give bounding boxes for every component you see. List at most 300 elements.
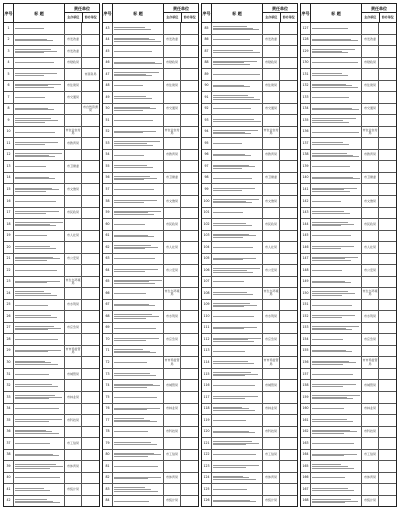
title-lines — [15, 384, 63, 388]
row-number: 139 — [301, 161, 311, 172]
row-lead-unit — [164, 81, 181, 92]
text-line — [213, 501, 256, 502]
text-line — [15, 468, 50, 469]
lead-unit-text: 市卫健委 — [66, 163, 79, 168]
title-lines — [312, 395, 360, 400]
row-title — [212, 184, 263, 195]
text-line — [312, 282, 351, 283]
table-header — [103, 4, 198, 23]
text-line — [114, 258, 155, 259]
title-lines — [114, 487, 162, 492]
row-lead-unit — [65, 242, 82, 253]
text-line — [213, 467, 246, 468]
table-row — [103, 184, 198, 196]
row-title — [212, 138, 263, 149]
table-row — [103, 35, 198, 47]
table-row — [4, 404, 99, 416]
text-line — [15, 87, 54, 88]
row-co-unit — [82, 369, 99, 380]
table-row — [4, 484, 99, 496]
title-lines — [15, 211, 63, 215]
row-number: 25 — [4, 300, 14, 311]
text-line — [312, 421, 353, 422]
row-number: 51 — [103, 115, 113, 126]
row-number: 7 — [4, 92, 14, 103]
table-row — [202, 242, 297, 254]
row-number: 119 — [202, 415, 212, 426]
title-lines — [213, 315, 261, 317]
table-row — [4, 35, 99, 47]
row-number: 105 — [202, 254, 212, 265]
row-title — [113, 115, 164, 126]
table-row — [202, 323, 297, 335]
row-lead-unit — [65, 461, 82, 472]
row-title — [113, 277, 164, 288]
table-row — [4, 173, 99, 185]
row-co-unit — [82, 311, 99, 322]
row-title — [212, 300, 263, 311]
lead-unit-text: 市生态环境局 — [65, 277, 81, 285]
row-title — [113, 46, 164, 57]
row-number: 21 — [4, 254, 14, 265]
title-lines — [15, 395, 63, 400]
row-title — [113, 438, 164, 449]
table-row — [301, 69, 396, 81]
row-number: 160 — [301, 404, 311, 415]
table-row — [4, 277, 99, 289]
row-lead-unit — [164, 473, 181, 484]
row-number: 53 — [103, 138, 113, 149]
row-co-unit — [82, 46, 99, 57]
row-lead-unit — [164, 150, 181, 161]
lead-unit-text: 市统计局 — [363, 498, 376, 503]
lead-unit-text: 市文旅局 — [165, 198, 178, 203]
row-lead-unit — [362, 277, 379, 288]
row-lead-unit — [263, 404, 280, 415]
row-title — [113, 265, 164, 276]
row-lead-unit — [362, 334, 379, 345]
row-number: 120 — [202, 427, 212, 438]
row-number: 52 — [103, 127, 113, 138]
text-line — [114, 375, 156, 376]
text-line — [15, 305, 48, 306]
title-lines — [213, 257, 261, 261]
text-line — [114, 85, 143, 86]
row-lead-unit — [65, 231, 82, 242]
row-number: 88 — [202, 58, 212, 69]
header-title: 标 题 — [113, 4, 164, 22]
row-co-unit — [82, 127, 99, 138]
title-lines — [114, 154, 162, 156]
row-title — [14, 438, 65, 449]
title-lines — [114, 199, 162, 203]
row-co-unit — [181, 369, 198, 380]
row-title — [212, 242, 263, 253]
row-co-unit — [379, 58, 396, 69]
row-number: 74 — [103, 380, 113, 391]
text-line — [114, 271, 145, 272]
row-co-unit — [280, 173, 297, 184]
table-row — [301, 369, 396, 381]
row-lead-unit — [164, 380, 181, 391]
table-row — [103, 415, 198, 427]
table-row — [202, 104, 297, 116]
title-lines — [213, 454, 261, 456]
text-line — [213, 121, 261, 122]
table-row — [4, 46, 99, 58]
text-line — [213, 74, 260, 75]
row-co-unit — [181, 265, 198, 276]
title-lines — [312, 27, 360, 29]
row-number: 130 — [301, 58, 311, 69]
row-co-unit — [82, 219, 99, 230]
row-co-unit — [280, 184, 297, 195]
table-row — [4, 450, 99, 462]
lead-unit-text: 市交通局 — [66, 94, 79, 99]
row-lead-unit — [263, 92, 280, 103]
title-lines — [114, 396, 162, 398]
row-lead-unit — [65, 392, 82, 403]
lead-unit-text: 市教育局 — [165, 152, 178, 157]
text-line — [114, 236, 154, 237]
title-lines — [213, 212, 261, 214]
header-title: 标 题 — [311, 4, 362, 22]
text-line — [213, 237, 243, 238]
text-line — [114, 167, 153, 168]
table-row — [202, 427, 297, 439]
title-lines — [15, 131, 63, 133]
row-number: 151 — [301, 300, 311, 311]
table-row — [202, 150, 297, 162]
row-title — [212, 173, 263, 184]
title-lines — [312, 291, 360, 296]
row-lead-unit — [362, 58, 379, 69]
row-lead-unit — [164, 138, 181, 149]
row-co-unit — [280, 150, 297, 161]
table-row — [202, 496, 297, 507]
table-row — [301, 404, 396, 416]
row-co-unit — [181, 184, 198, 195]
row-title — [113, 231, 164, 242]
row-title — [212, 115, 263, 126]
row-number: 68 — [103, 311, 113, 322]
row-co-unit — [82, 265, 99, 276]
header-units-sub — [65, 13, 99, 22]
row-lead-unit — [263, 81, 280, 92]
title-lines — [15, 62, 63, 64]
title-lines — [213, 372, 261, 377]
text-line — [15, 364, 58, 365]
row-co-unit — [379, 242, 396, 253]
row-lead-unit — [65, 254, 82, 265]
row-co-unit — [82, 404, 99, 415]
title-lines — [312, 152, 360, 157]
table-row — [4, 127, 99, 139]
row-title — [14, 127, 65, 138]
row-lead-unit — [65, 23, 82, 34]
text-line — [114, 431, 148, 432]
row-co-unit — [82, 473, 99, 484]
lead-unit-text: 市体育局 — [66, 463, 79, 468]
table-row — [103, 254, 198, 266]
title-lines — [312, 339, 360, 341]
row-number: 108 — [202, 288, 212, 299]
table-row — [103, 173, 198, 185]
row-title — [113, 427, 164, 438]
row-title — [113, 288, 164, 299]
table-row — [103, 357, 198, 369]
row-title — [212, 254, 263, 265]
row-number: 75 — [103, 392, 113, 403]
row-number: 124 — [202, 473, 212, 484]
title-lines — [15, 96, 63, 98]
header-units — [164, 4, 198, 22]
title-lines — [213, 222, 261, 226]
row-number: 138 — [301, 150, 311, 161]
text-line — [213, 202, 252, 203]
row-co-unit: 市商务局 — [84, 71, 97, 76]
row-lead-unit — [362, 404, 379, 415]
text-line — [213, 363, 254, 364]
row-number: 40 — [4, 473, 14, 484]
lead-unit-text: 市城管局 — [165, 383, 178, 388]
row-co-unit — [82, 138, 99, 149]
row-co-unit — [280, 58, 297, 69]
row-lead-unit — [263, 369, 280, 380]
table-row — [4, 138, 99, 150]
title-lines — [312, 418, 360, 422]
row-lead-unit — [263, 334, 280, 345]
lead-unit-text: 市住建局 — [66, 83, 79, 88]
table-row — [301, 219, 396, 231]
row-number: 153 — [301, 323, 311, 334]
row-number: 145 — [301, 231, 311, 242]
row-number: 37 — [4, 438, 14, 449]
row-co-unit — [379, 46, 396, 57]
row-number: 132 — [301, 81, 311, 92]
row-title — [113, 392, 164, 403]
row-number: 113 — [202, 346, 212, 357]
row-co-unit — [280, 219, 297, 230]
text-line — [15, 144, 45, 145]
row-co-unit — [379, 254, 396, 265]
text-line — [312, 213, 350, 214]
row-lead-unit — [362, 92, 379, 103]
header-no: 序号 — [4, 4, 14, 22]
title-lines — [213, 419, 261, 421]
row-number: 47 — [103, 69, 113, 80]
row-number: 55 — [103, 161, 113, 172]
row-lead-unit — [65, 208, 82, 219]
row-lead-unit — [65, 496, 82, 507]
header-co: 协办单位 — [84, 15, 97, 19]
row-lead-unit — [263, 311, 280, 322]
row-lead-unit — [164, 461, 181, 472]
lead-unit-text: 市公安局 — [66, 256, 79, 261]
row-title — [212, 369, 263, 380]
text-line — [312, 156, 359, 157]
text-line — [213, 341, 254, 342]
title-lines — [213, 153, 261, 157]
table-row — [202, 127, 297, 139]
row-number: 99 — [202, 184, 212, 195]
row-number: 83 — [103, 484, 113, 495]
title-lines — [312, 429, 360, 434]
lead-unit-text: 市住建局 — [363, 83, 376, 88]
table-row — [103, 484, 198, 496]
row-lead-unit — [164, 311, 181, 322]
title-lines — [114, 210, 162, 215]
row-title — [14, 369, 65, 380]
row-number: 117 — [202, 392, 212, 403]
row-co-unit — [379, 496, 396, 507]
row-number: 70 — [103, 334, 113, 345]
row-co-unit — [379, 450, 396, 461]
text-line — [15, 260, 47, 261]
row-co-unit — [181, 496, 198, 507]
row-co-unit — [181, 35, 198, 46]
table-row — [4, 461, 99, 473]
row-title — [14, 300, 65, 311]
row-co-unit — [181, 277, 198, 288]
row-lead-unit — [164, 369, 181, 380]
row-number: 22 — [4, 265, 14, 276]
row-title — [212, 69, 263, 80]
text-line — [213, 479, 256, 480]
row-co-unit — [280, 484, 297, 495]
row-number: 61 — [103, 231, 113, 242]
text-line — [114, 456, 148, 457]
text-line — [213, 212, 243, 213]
row-co-unit — [82, 438, 99, 449]
row-number: 72 — [103, 357, 113, 368]
text-line — [15, 166, 46, 167]
row-lead-unit — [164, 496, 181, 507]
row-co-unit — [280, 161, 297, 172]
table-row — [301, 58, 396, 70]
row-lead-unit — [164, 219, 181, 230]
title-lines — [114, 303, 162, 307]
title-lines — [15, 280, 63, 284]
row-lead-unit — [65, 127, 82, 138]
row-co-unit — [181, 311, 198, 322]
row-title — [311, 81, 362, 92]
row-title — [212, 380, 263, 391]
row-title — [311, 173, 362, 184]
row-number: 4 — [4, 58, 14, 69]
table-row — [301, 380, 396, 392]
row-co-unit — [181, 92, 198, 103]
row-number: 141 — [301, 184, 311, 195]
row-number: 49 — [103, 92, 113, 103]
title-lines — [114, 442, 162, 446]
title-lines — [213, 188, 261, 192]
row-number: 156 — [301, 357, 311, 368]
header-lead: 主办单位 — [65, 13, 83, 22]
row-lead-unit — [65, 311, 82, 322]
table-row — [103, 473, 198, 485]
table-row — [301, 277, 396, 289]
row-title — [212, 265, 263, 276]
table-row — [103, 58, 198, 70]
row-lead-unit — [65, 438, 82, 449]
row-lead-unit — [362, 69, 379, 80]
lead-unit-text: 市林业局 — [264, 406, 277, 411]
row-co-unit — [379, 473, 396, 484]
row-title — [14, 496, 65, 507]
title-lines — [15, 349, 63, 353]
row-lead-unit — [164, 404, 181, 415]
lead-unit-text: 市城管局 — [363, 383, 376, 388]
title-lines — [15, 360, 63, 365]
row-number: 31 — [4, 369, 14, 380]
row-title — [212, 196, 263, 207]
row-title — [14, 184, 65, 195]
table-rows — [4, 23, 99, 506]
row-number: 23 — [4, 277, 14, 288]
table-rows — [103, 23, 198, 506]
text-line — [15, 477, 60, 478]
text-line — [213, 328, 244, 329]
lead-unit-text: 市体育局 — [363, 475, 376, 480]
row-title — [311, 242, 362, 253]
title-lines — [114, 407, 162, 411]
lead-unit-text: 市发改委 — [66, 37, 79, 42]
table-row — [202, 334, 297, 346]
row-co-unit — [379, 323, 396, 334]
row-lead-unit — [362, 311, 379, 322]
row-title — [14, 415, 65, 426]
text-line — [213, 155, 251, 156]
title-lines — [114, 61, 162, 65]
title-lines — [15, 166, 63, 168]
row-number: 35 — [4, 415, 14, 426]
row-title — [212, 427, 263, 438]
lead-unit-text: 市市场监管局 — [65, 346, 81, 355]
row-title — [311, 323, 362, 334]
text-line — [312, 295, 342, 296]
row-number: 84 — [103, 496, 113, 507]
header-units-sub — [164, 13, 198, 22]
table-row — [103, 346, 198, 358]
row-title — [113, 58, 164, 69]
text-line — [15, 408, 59, 409]
row-number: 36 — [4, 427, 14, 438]
row-co-unit — [82, 208, 99, 219]
table-row — [103, 242, 198, 254]
row-lead-unit — [65, 380, 82, 391]
row-lead-unit — [164, 346, 181, 357]
lead-unit-text: 市卫健委 — [363, 175, 376, 180]
row-title — [311, 357, 362, 368]
table-row — [4, 346, 99, 358]
row-lead-unit — [263, 415, 280, 426]
row-number: 32 — [4, 380, 14, 391]
lead-unit-text: 市工信局 — [165, 452, 178, 457]
title-lines — [213, 199, 261, 204]
row-number: 111 — [202, 323, 212, 334]
lead-unit-text: 市林业局 — [165, 406, 178, 411]
row-co-unit — [82, 242, 99, 253]
row-number: 79 — [103, 438, 113, 449]
title-lines — [312, 488, 360, 492]
row-title — [311, 346, 362, 357]
title-lines — [312, 325, 360, 330]
text-line — [15, 317, 57, 318]
title-lines — [15, 235, 63, 237]
lead-unit-text: 市应急局 — [165, 336, 178, 341]
row-lead-unit — [164, 46, 181, 57]
